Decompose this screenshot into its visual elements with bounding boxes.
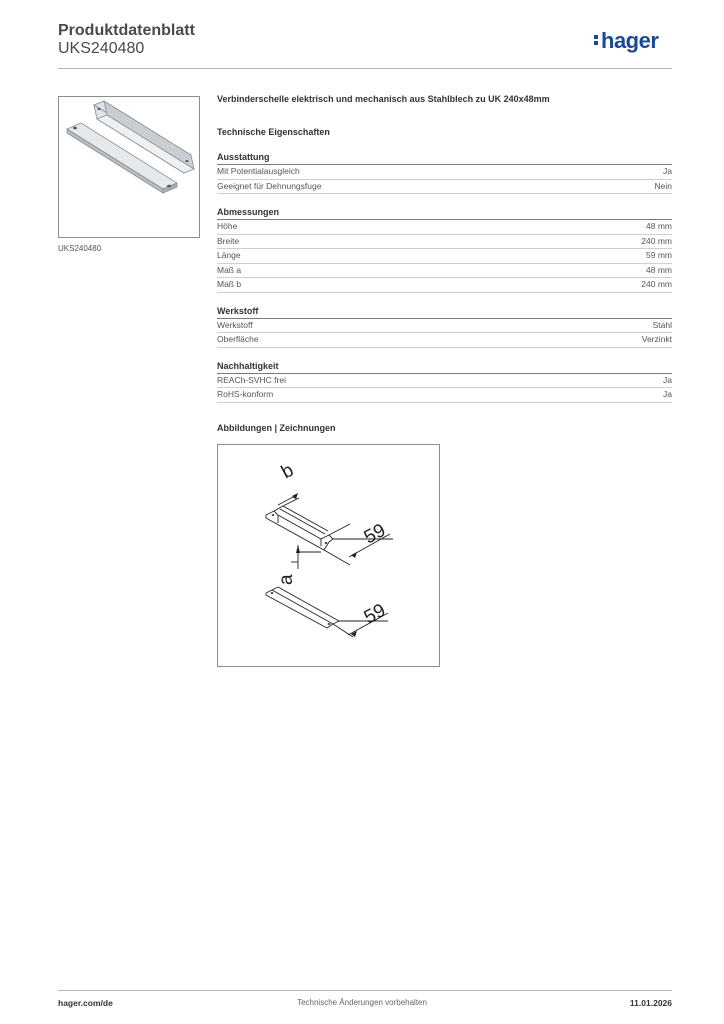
spec-value: 240 mm	[641, 235, 672, 246]
spec-row	[217, 264, 672, 279]
spec-label: REACh-SVHC frei	[217, 374, 286, 385]
spec-label: Breite	[217, 235, 240, 246]
spec-value: Stahl	[652, 319, 672, 330]
footer-disclaimer: Technische Änderungen vorbehalten	[297, 998, 427, 1007]
logo-dots-icon	[594, 33, 599, 47]
page-title: Produktdatenblatt	[58, 22, 195, 39]
spec-value: Nein	[654, 180, 672, 191]
spec-label: Länge	[217, 250, 241, 260]
footer-divider	[58, 990, 672, 991]
spec-row	[217, 165, 672, 180]
spec-value: 240 mm	[641, 279, 672, 289]
hager-logo	[594, 28, 658, 54]
spec-column	[217, 94, 672, 433]
logo-text: hager	[601, 28, 659, 53]
spec-row	[217, 333, 672, 348]
clamp-illustration-icon	[59, 97, 199, 237]
header-divider	[58, 68, 672, 69]
spec-section-ausstattung	[217, 152, 672, 194]
technical-drawing	[217, 444, 440, 667]
spec-value: Ja	[663, 374, 672, 385]
section-heading: Abmessungen	[217, 207, 672, 220]
tech-properties-heading: Technische Eigenschaften	[217, 127, 330, 137]
section-heading: Nachhaltigkeit	[217, 361, 672, 374]
spec-row	[217, 249, 672, 264]
product-code: UKS240480	[58, 40, 145, 57]
spec-label: Oberfläche	[217, 334, 259, 344]
spec-row	[217, 278, 672, 293]
dimension-label-a: a	[276, 574, 297, 585]
product-image	[58, 96, 200, 238]
dimension-label-top: 59	[360, 519, 390, 549]
spec-label: Maß a	[217, 264, 242, 275]
spec-section-werkstoff	[217, 306, 672, 348]
product-image-caption: UKS240480	[58, 244, 102, 253]
spec-value: Ja	[663, 166, 672, 176]
footer-website-link[interactable]: hager.com/de	[58, 998, 113, 1008]
spec-row	[217, 319, 672, 334]
spec-label: Geeignet für Dehnungsfuge	[217, 180, 322, 191]
spec-row	[217, 220, 672, 235]
spec-row	[217, 180, 672, 195]
spec-row	[217, 388, 672, 403]
spec-label: Maß b	[217, 279, 242, 289]
spec-label: Werkstoff	[217, 319, 253, 330]
spec-value: 48 mm	[646, 264, 672, 275]
dimension-label-bottom: 59	[360, 599, 390, 629]
section-heading: Ausstattung	[217, 152, 672, 165]
spec-row	[217, 374, 672, 389]
dimension-label-b: b	[277, 459, 298, 484]
product-description: Verbinderschelle elektrisch und mechanisch aus Stahlblech zu UK 240x48mm	[217, 94, 550, 104]
spec-label: Mit Potentialausgleich	[217, 166, 300, 176]
spec-value: 48 mm	[646, 221, 672, 231]
spec-label: Höhe	[217, 221, 238, 231]
spec-label: RoHS-konform	[217, 389, 274, 399]
spec-value: Verzinkt	[641, 334, 672, 344]
figures-heading: Abbildungen | Zeichnungen	[217, 422, 336, 433]
spec-value: 59 mm	[646, 250, 672, 260]
spec-row	[217, 235, 672, 250]
spec-section-nachhaltigkeit	[217, 361, 672, 403]
footer-date: 11.01.2026	[629, 998, 672, 1008]
spec-section-abmessungen	[217, 207, 672, 293]
dimension-drawing-icon	[218, 445, 439, 666]
spec-value: Ja	[663, 389, 672, 399]
section-heading: Werkstoff	[217, 306, 672, 319]
